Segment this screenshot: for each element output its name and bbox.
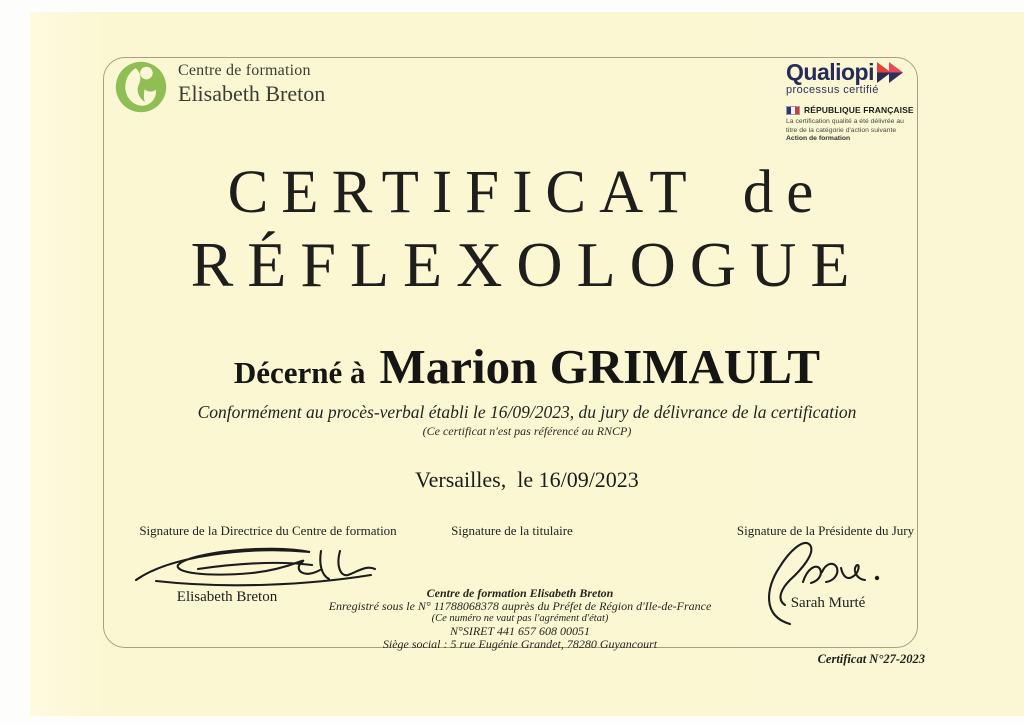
training-center-logo-block — [114, 60, 325, 114]
place-date-line: Versailles, le 16/09/2023 — [415, 467, 639, 492]
qualiopi-note-line1: La certification qualité a été délivrée au — [786, 118, 904, 125]
qualiopi-wordmark: Qualiopi — [786, 59, 874, 85]
statement-line2: (Ce certificat n'est pas référencé au RNCP) — [422, 424, 632, 438]
award-prefix: Décerné à — [233, 355, 366, 390]
qualiopi-note-line3: Action de formation — [786, 135, 851, 143]
signature-label-director: Signature de la Directrice du Centre de formation — [139, 523, 397, 538]
qualiopi-arrows-icon — [877, 61, 911, 85]
organisation-footer-block — [270, 587, 770, 651]
dove-person-logo-icon — [114, 60, 168, 114]
signature-label-jury-president: Signature de la Présidente du Jury — [736, 523, 915, 538]
recipient-name: Marion GRIMAULT — [379, 339, 821, 394]
signature-label-holder: Signature de la titulaire — [451, 523, 573, 538]
qualiopi-note-line2: titre de la catégorie d'action suivante — [786, 126, 897, 134]
french-flag-icon — [786, 106, 800, 115]
qualiopi-subtitle: processus certifié — [786, 84, 879, 96]
director-signature-name: Elisabeth Breton — [176, 589, 278, 605]
training-center-name — [178, 60, 325, 107]
footer-siret: N°SIRET 441 657 608 00051 — [450, 624, 590, 638]
logo-line2: Elisabeth Breton — [178, 81, 326, 106]
logo-line1: Centre de formation — [178, 62, 311, 79]
award-line — [30, 338, 1024, 395]
certificate-number: Certificat N°27-2023 — [817, 652, 925, 666]
footer-address: Siège social : 5 rue Eugénie Grandet, 78280 Guyancourt — [382, 637, 658, 651]
certificate-title-line1: CERTIFICAT de — [227, 159, 827, 226]
jury-president-signature-name: Sarah Murté — [790, 595, 866, 611]
certificate-title-line2: RÉFLEXOLOGUE — [190, 229, 864, 300]
certificate-page — [30, 12, 1024, 716]
qualiopi-note — [786, 118, 956, 144]
republique-francaise-label: RÉPUBLIQUE FRANÇAISE — [804, 105, 914, 115]
footer-disclaimer: (Ce numéro ne vaut pas l'agrément d'état) — [431, 613, 609, 624]
qualiopi-certification-block — [786, 59, 956, 144]
statement-line1: Conformément au procès-verbal établi le 16/09/2023, du jury de délivrance de la certification — [197, 402, 857, 422]
footer-registration: Enregistré sous le N° 11788068378 auprès du Préfet de Région d'Ile-de-France — [328, 599, 712, 613]
footer-org-name: Centre de formation Elisabeth Breton — [426, 586, 614, 600]
